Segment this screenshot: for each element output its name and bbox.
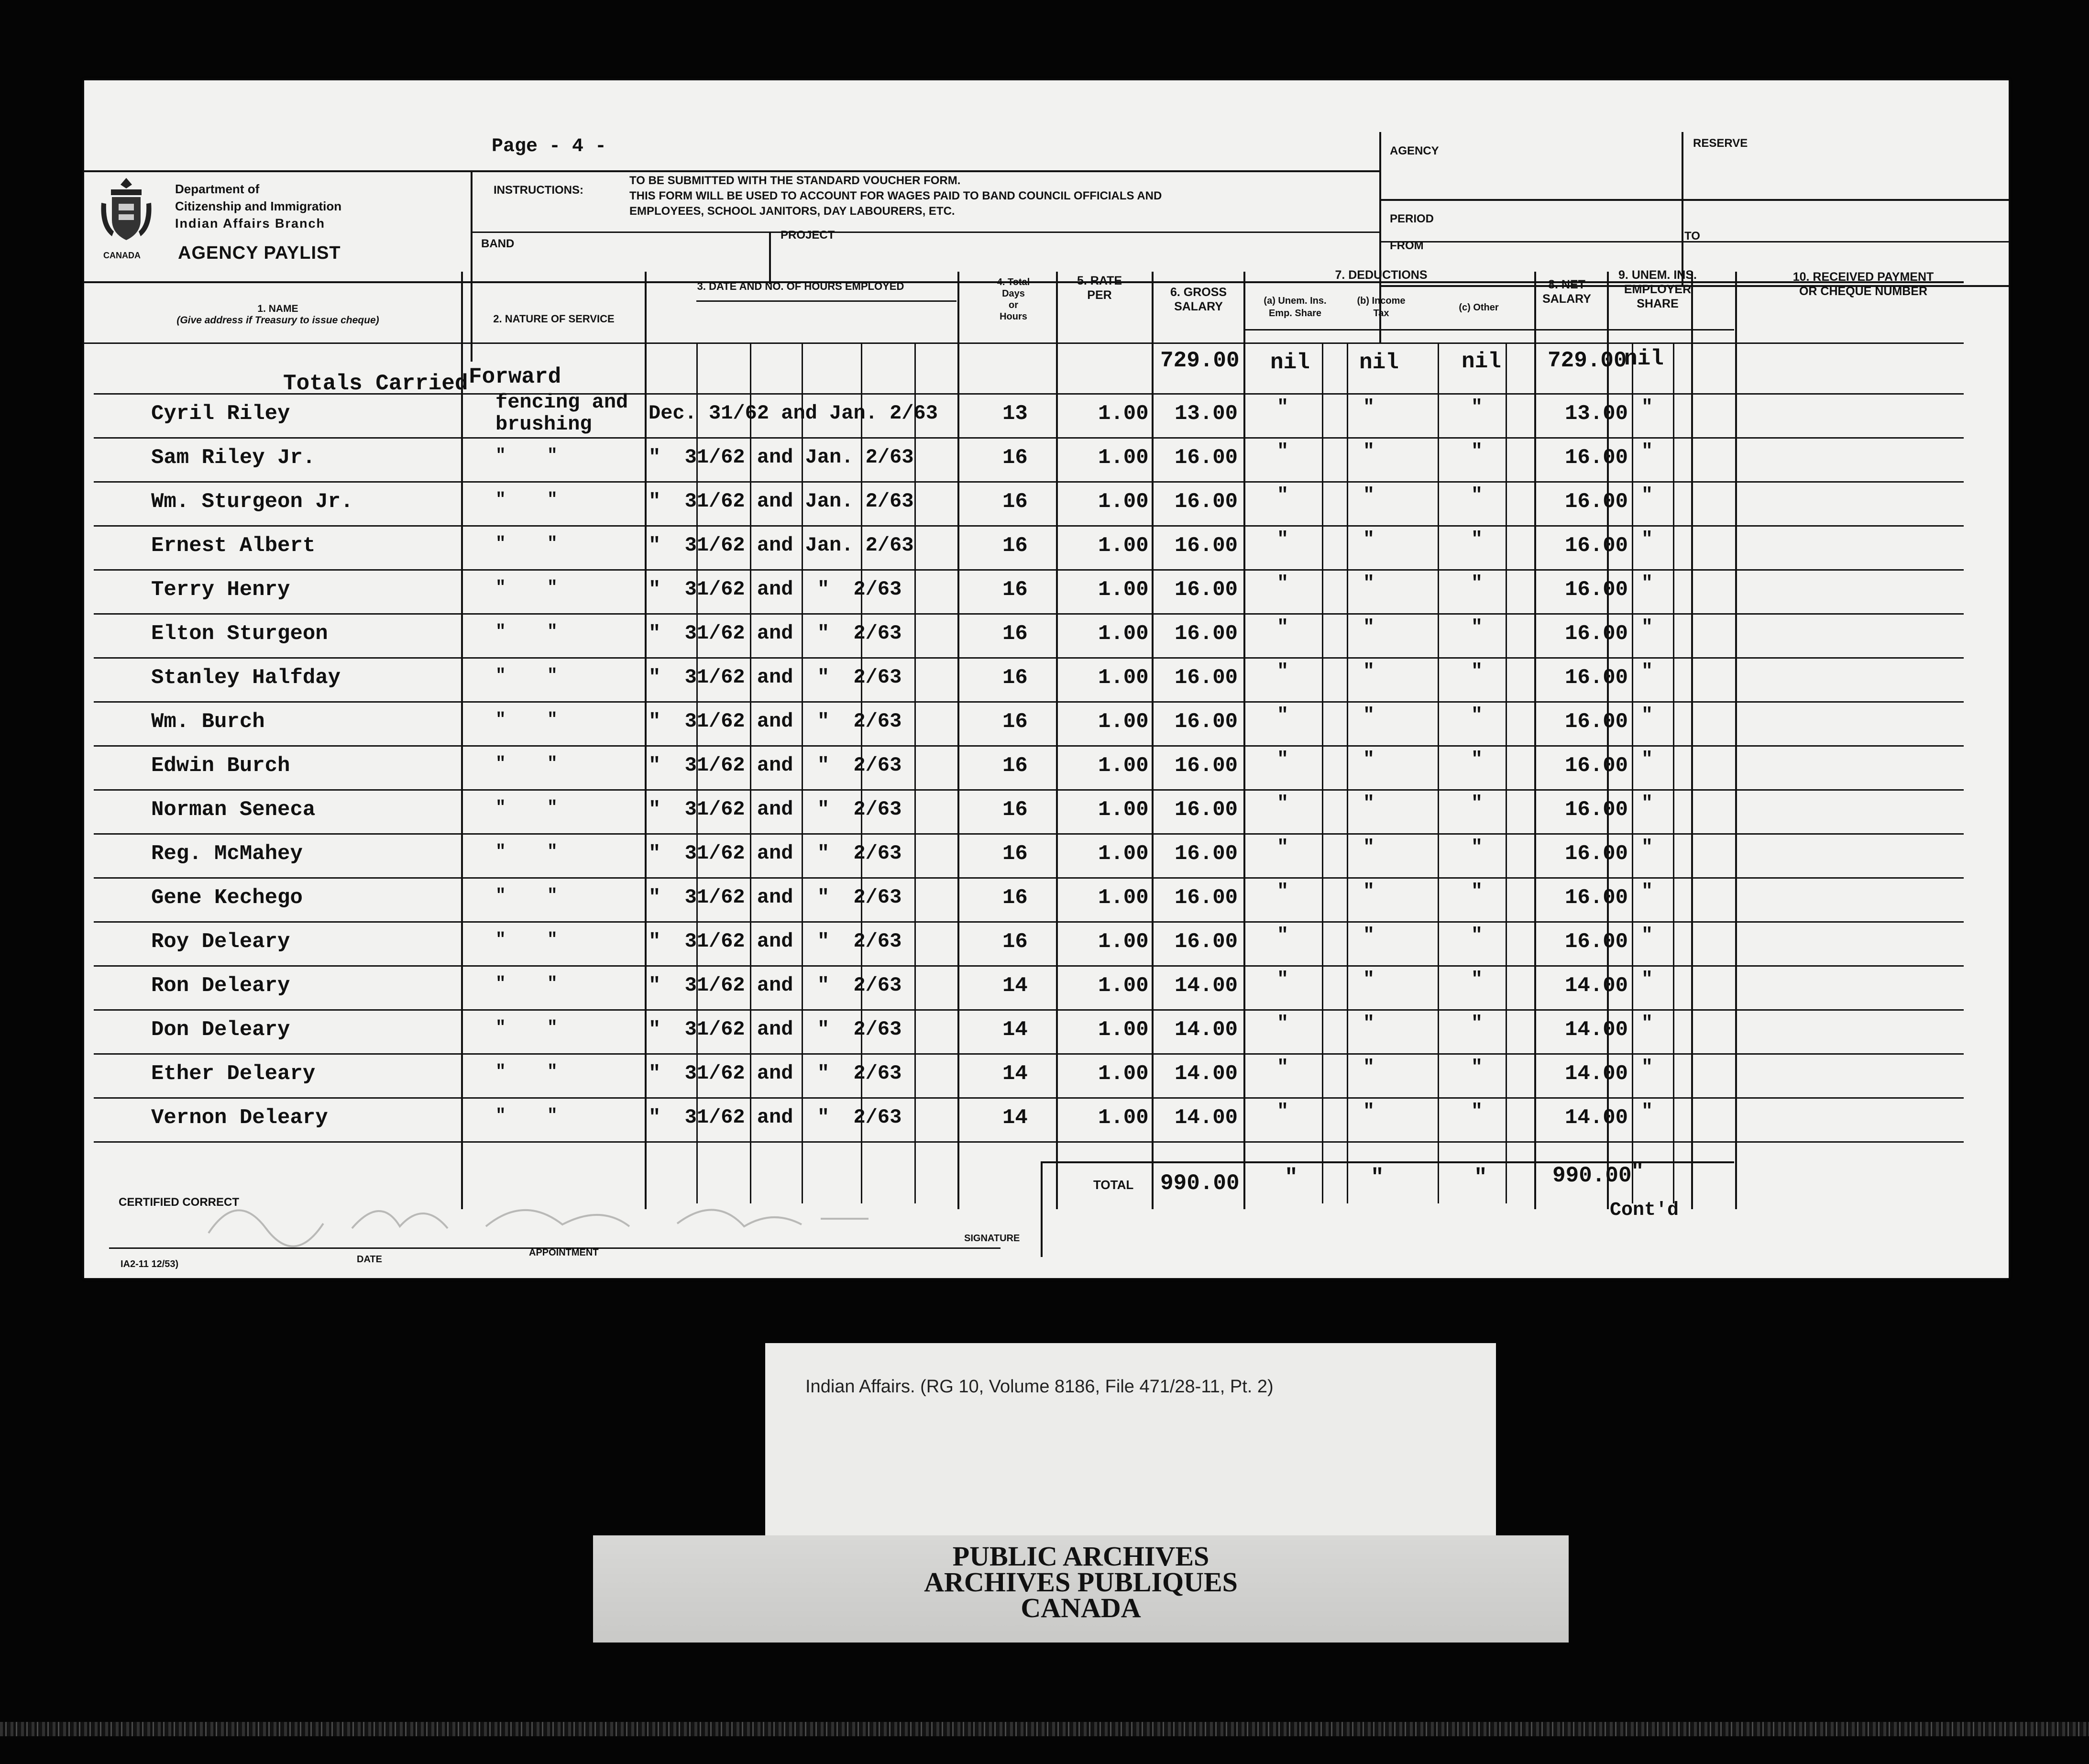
- department-line-2: Citizenship and Immigration: [175, 199, 342, 213]
- col-date-header: 3. DATE AND NO. OF HOURS EMPLOYED: [697, 280, 904, 292]
- row-service: " ": [495, 754, 558, 773]
- row-rate: 1.00: [1098, 490, 1149, 514]
- row-ui: ": [1277, 573, 1289, 595]
- certified-correct-label: CERTIFIED CORRECT: [119, 1196, 239, 1209]
- row-ui: ": [1277, 1057, 1289, 1079]
- row-service: " ": [495, 798, 558, 817]
- row-other: ": [1471, 881, 1483, 903]
- row-rate: 1.00: [1098, 930, 1149, 954]
- total-tax: ": [1371, 1165, 1384, 1190]
- row-service: " ": [495, 842, 558, 861]
- branch-name: Indian Affairs Branch: [175, 216, 326, 231]
- total-net: 990.00: [1552, 1163, 1632, 1188]
- row-other: ": [1471, 485, 1483, 507]
- row-days: 13: [1002, 402, 1028, 426]
- col-employer-l1: 9. UNEM. INS.: [1618, 268, 1697, 282]
- form-code: IA2-11 12/53): [121, 1259, 179, 1269]
- row-tax: ": [1363, 441, 1375, 463]
- archive-source-card: [765, 1343, 1496, 1550]
- row-name: Norman Seneca: [151, 798, 316, 822]
- col-tax-header: [1343, 295, 1419, 320]
- col-name-header: [94, 303, 462, 326]
- row-name: Don Deleary: [151, 1018, 290, 1042]
- row-gross: 16.00: [1175, 710, 1238, 734]
- row-gross: 16.00: [1175, 930, 1238, 954]
- row-date: " 31/62 and " 2/63: [649, 578, 902, 601]
- row-date: " 31/62 and Jan. 2/63: [649, 534, 914, 557]
- row-employer: ": [1641, 1057, 1653, 1079]
- col-ui-header: [1247, 295, 1343, 320]
- col-rate-header: [1054, 274, 1145, 302]
- row-days: 14: [1002, 974, 1028, 998]
- row-ui: ": [1277, 881, 1289, 903]
- film-edge: [0, 1722, 2089, 1736]
- carried-ui: nil: [1270, 350, 1310, 375]
- row-name: Sam Riley Jr.: [151, 446, 316, 470]
- row-date: " 31/62 and " 2/63: [649, 666, 902, 689]
- row-days: 16: [1002, 842, 1028, 866]
- row-rate: 1.00: [1098, 534, 1149, 558]
- row-tax: ": [1363, 573, 1375, 595]
- row-date: " 31/62 and " 2/63: [649, 842, 902, 865]
- row-rate: 1.00: [1098, 754, 1149, 778]
- row-days: 16: [1002, 798, 1028, 822]
- row-tax: ": [1363, 1057, 1375, 1079]
- row-gross: 14.00: [1175, 974, 1238, 998]
- row-gross: 16.00: [1175, 798, 1238, 822]
- row-other: ": [1471, 441, 1483, 463]
- col-rate-l1: 5. RATE: [1077, 274, 1122, 287]
- row-service: " ": [495, 886, 558, 905]
- row-service: " ": [495, 666, 558, 685]
- row-rate: 1.00: [1098, 974, 1149, 998]
- row-employer: ": [1641, 529, 1653, 551]
- col-net-l2: SALARY: [1542, 292, 1591, 306]
- col-gross-header: [1155, 285, 1242, 314]
- instructions-line-3: EMPLOYEES, SCHOOL JANITORS, DAY LABOURERS, ETC.: [629, 205, 955, 218]
- row-service: " ": [495, 446, 558, 465]
- col-days-l4: Hours: [1000, 311, 1027, 322]
- total-gross: 990.00: [1160, 1171, 1240, 1196]
- row-ui: ": [1277, 1101, 1289, 1123]
- row-ui: ": [1277, 485, 1289, 507]
- row-days: 16: [1002, 622, 1028, 646]
- row-gross: 14.00: [1175, 1106, 1238, 1130]
- row-days: 16: [1002, 710, 1028, 734]
- row-ui: ": [1277, 837, 1289, 859]
- carried-other: nil: [1462, 349, 1501, 374]
- row-name: Wm. Burch: [151, 710, 265, 734]
- row-date: " 31/62 and " 2/63: [649, 974, 902, 997]
- row-net: 16.00: [1565, 490, 1628, 514]
- continued-note: Cont'd: [1610, 1200, 1679, 1221]
- col-gross-l2: SALARY: [1174, 300, 1223, 313]
- row-net: 16.00: [1565, 930, 1628, 954]
- row-net: 16.00: [1565, 622, 1628, 646]
- row-net: 16.00: [1565, 710, 1628, 734]
- row-name: Wm. Sturgeon Jr.: [151, 490, 353, 514]
- row-ui: ": [1277, 397, 1289, 419]
- row-name: Reg. McMahey: [151, 842, 303, 866]
- row-service: " ": [495, 930, 558, 949]
- row-net: 14.00: [1565, 1062, 1628, 1086]
- row-ui: ": [1277, 793, 1289, 815]
- row-date: " 31/62 and " 2/63: [649, 710, 902, 733]
- row-days: 16: [1002, 534, 1028, 558]
- row-employer: ": [1641, 881, 1653, 903]
- public-archives-stamp: [593, 1535, 1569, 1643]
- row-ui: ": [1277, 1013, 1289, 1035]
- row-name: Vernon Deleary: [151, 1106, 328, 1130]
- row-tax: ": [1363, 705, 1375, 727]
- row-name: Gene Kechego: [151, 886, 303, 910]
- row-employer: ": [1641, 485, 1653, 507]
- row-service: " ": [495, 1018, 558, 1037]
- row-employer: ": [1641, 661, 1653, 683]
- col-ui-l1: (a) Unem. Ins.: [1264, 296, 1327, 306]
- row-gross: 13.00: [1175, 402, 1238, 426]
- row-net: 14.00: [1565, 1106, 1628, 1130]
- row-ui: ": [1277, 749, 1289, 771]
- row-rate: 1.00: [1098, 666, 1149, 690]
- row-ui: ": [1277, 925, 1289, 947]
- row-days: 16: [1002, 446, 1028, 470]
- pencil-signature: [199, 1180, 1060, 1247]
- col-days-l2: Days: [1002, 288, 1025, 299]
- row-rate: 1.00: [1098, 1018, 1149, 1042]
- from-label: FROM: [1390, 239, 1424, 252]
- row-tax: ": [1363, 617, 1375, 639]
- row-service: " ": [495, 1106, 558, 1125]
- col-employer-l3: SHARE: [1637, 297, 1679, 310]
- appointment-label: APPOINTMENT: [529, 1247, 599, 1258]
- row-employer: ": [1641, 573, 1653, 595]
- row-tax: ": [1363, 397, 1375, 419]
- col-days-l3: or: [1009, 300, 1018, 310]
- row-employer: ": [1641, 793, 1653, 815]
- row-net: 16.00: [1565, 446, 1628, 470]
- page-number: Page - 4 -: [492, 136, 607, 157]
- row-employer: ": [1641, 705, 1653, 727]
- agency-label: AGENCY: [1390, 144, 1439, 157]
- project-label: PROJECT: [781, 229, 835, 242]
- row-rate: 1.00: [1098, 1106, 1149, 1130]
- carried-gross: 729.00: [1160, 348, 1240, 373]
- col-rate-l2: PER: [1087, 288, 1112, 302]
- row-net: 13.00: [1565, 402, 1628, 426]
- row-other: ": [1471, 573, 1483, 595]
- archive-source-reference: Indian Affairs. (RG 10, Volume 8186, File 471/28-11, Pt. 2): [805, 1377, 1274, 1397]
- row-date: " 31/62 and Jan. 2/63: [649, 490, 914, 513]
- stamp-line-1: PUBLIC ARCHIVES: [952, 1541, 1209, 1572]
- carried-employer: nil: [1624, 346, 1664, 371]
- row-gross: 16.00: [1175, 622, 1238, 646]
- row-gross: 16.00: [1175, 578, 1238, 602]
- row-tax: ": [1363, 925, 1375, 947]
- row-rate: 1.00: [1098, 886, 1149, 910]
- to-label: TO: [1684, 230, 1700, 243]
- carried-net: 729.00: [1548, 348, 1627, 373]
- row-date: " 31/62 and " 2/63: [649, 1106, 902, 1129]
- instructions-label: INSTRUCTIONS:: [494, 184, 583, 197]
- country-label: CANADA: [103, 251, 141, 260]
- row-rate: 1.00: [1098, 798, 1149, 822]
- row-other: ": [1471, 1013, 1483, 1035]
- row-date: " 31/62 and Jan. 2/63: [649, 446, 914, 469]
- row-name: Ernest Albert: [151, 534, 316, 558]
- row-ui: ": [1277, 705, 1289, 727]
- col-deductions-header: 7. DEDUCTIONS: [1335, 268, 1428, 282]
- department-line-1: Department of: [175, 182, 260, 196]
- row-rate: 1.00: [1098, 842, 1149, 866]
- total-employer: ": [1631, 1159, 1644, 1184]
- col-other-header: (c) Other: [1459, 302, 1499, 313]
- row-rate: 1.00: [1098, 1062, 1149, 1086]
- row-employer: ": [1641, 397, 1653, 419]
- row-tax: ": [1363, 1101, 1375, 1123]
- col-net-header: [1519, 277, 1615, 306]
- row-date: " 31/62 and " 2/63: [649, 1062, 902, 1085]
- row-employer: ": [1641, 1013, 1653, 1035]
- row-name: Cyril Riley: [151, 402, 290, 426]
- reserve-label: RESERVE: [1693, 137, 1748, 150]
- row-date: Dec. 31/62 and Jan. 2/63: [649, 402, 938, 425]
- row-days: 14: [1002, 1062, 1028, 1086]
- row-date: " 31/62 and " 2/63: [649, 930, 902, 953]
- date-label: DATE: [357, 1254, 382, 1265]
- row-gross: 16.00: [1175, 534, 1238, 558]
- row-rate: 1.00: [1098, 622, 1149, 646]
- row-employer: ": [1641, 1101, 1653, 1123]
- row-ui: ": [1277, 441, 1289, 463]
- row-net: 16.00: [1565, 842, 1628, 866]
- row-tax: ": [1363, 837, 1375, 859]
- row-gross: 16.00: [1175, 446, 1238, 470]
- row-rate: 1.00: [1098, 710, 1149, 734]
- col-tax-l2: Tax: [1373, 308, 1389, 319]
- row-days: 16: [1002, 886, 1028, 910]
- row-employer: ": [1641, 969, 1653, 991]
- row-tax: ": [1363, 793, 1375, 815]
- col-net-l1: 8. NET: [1548, 278, 1585, 291]
- carried-tax: nil: [1359, 350, 1399, 375]
- row-net: 16.00: [1565, 798, 1628, 822]
- row-net: 14.00: [1565, 974, 1628, 998]
- form-title: AGENCY PAYLIST: [178, 243, 341, 263]
- row-service: " ": [495, 490, 558, 509]
- col-employer-header: [1605, 268, 1710, 311]
- row-employer: ": [1641, 925, 1653, 947]
- row-service: " ": [495, 710, 558, 729]
- row-name: Stanley Halfday: [151, 666, 341, 690]
- row-employer: ": [1641, 441, 1653, 463]
- row-service: " ": [495, 1062, 558, 1081]
- row-days: 16: [1002, 666, 1028, 690]
- row-service: " ": [495, 974, 558, 993]
- row-other: ": [1471, 705, 1483, 727]
- row-gross: 16.00: [1175, 666, 1238, 690]
- col-received-header: [1729, 270, 1997, 298]
- row-employer: ": [1641, 617, 1653, 639]
- row-other: ": [1471, 1101, 1483, 1123]
- total-other: ": [1474, 1165, 1487, 1190]
- row-tax: ": [1363, 881, 1375, 903]
- row-name: Ether Deleary: [151, 1062, 316, 1086]
- row-ui: ": [1277, 661, 1289, 683]
- row-date: " 31/62 and " 2/63: [649, 622, 902, 645]
- col-received-l1: 10. RECEIVED PAYMENT: [1792, 270, 1934, 284]
- row-other: ": [1471, 837, 1483, 859]
- row-tax: ": [1363, 1013, 1375, 1035]
- row-days: 16: [1002, 578, 1028, 602]
- row-other: ": [1471, 749, 1483, 771]
- row-tax: ": [1363, 661, 1375, 683]
- row-service: " ": [495, 534, 558, 553]
- row-net: 16.00: [1565, 754, 1628, 778]
- row-net: 16.00: [1565, 578, 1628, 602]
- row-date: " 31/62 and " 2/63: [649, 1018, 902, 1041]
- carried-label-forward: Forward: [469, 364, 561, 389]
- period-label: PERIOD: [1390, 212, 1434, 225]
- col-days-header: [978, 276, 1049, 322]
- row-days: 14: [1002, 1018, 1028, 1042]
- row-rate: 1.00: [1098, 446, 1149, 470]
- row-ui: ": [1277, 529, 1289, 551]
- row-name: Terry Henry: [151, 578, 290, 602]
- total-ui: ": [1285, 1165, 1298, 1190]
- row-other: ": [1471, 661, 1483, 683]
- coat-of-arms-icon: [98, 174, 155, 246]
- row-date: " 31/62 and " 2/63: [649, 886, 902, 909]
- row-net: 16.00: [1565, 666, 1628, 690]
- row-employer: ": [1641, 749, 1653, 771]
- row-service: " ": [495, 622, 558, 641]
- stamp-line-2: ARCHIVES PUBLIQUES: [924, 1566, 1238, 1598]
- instructions-line-2: THIS FORM WILL BE USED TO ACCOUNT FOR WAGES PAID TO BAND COUNCIL OFFICIALS AND: [629, 189, 1162, 202]
- row-service: " ": [495, 578, 558, 597]
- row-other: ": [1471, 969, 1483, 991]
- row-name: Roy Deleary: [151, 930, 290, 954]
- row-other: ": [1471, 617, 1483, 639]
- row-rate: 1.00: [1098, 402, 1149, 426]
- row-ui: ": [1277, 969, 1289, 991]
- row-other: ": [1471, 529, 1483, 551]
- row-other: ": [1471, 925, 1483, 947]
- row-other: ": [1471, 793, 1483, 815]
- col-received-l2: OR CHEQUE NUMBER: [1799, 285, 1928, 298]
- col-tax-l1: (b) Income: [1357, 296, 1406, 306]
- stamp-line-3: CANADA: [1021, 1592, 1141, 1623]
- row-name: Ron Deleary: [151, 974, 290, 998]
- col-service-header: 2. NATURE OF SERVICE: [493, 313, 615, 325]
- row-name: Edwin Burch: [151, 754, 290, 778]
- row-other: ": [1471, 1057, 1483, 1079]
- col-employer-l2: EMPLOYER: [1624, 283, 1692, 296]
- row-net: 14.00: [1565, 1018, 1628, 1042]
- signature-label: SIGNATURE: [964, 1233, 1020, 1244]
- col-name-title: 1. NAME: [257, 303, 298, 314]
- row-tax: ": [1363, 749, 1375, 771]
- row-date: " 31/62 and " 2/63: [649, 754, 902, 777]
- col-gross-l1: 6. GROSS: [1170, 286, 1227, 299]
- row-net: 16.00: [1565, 886, 1628, 910]
- row-gross: 16.00: [1175, 490, 1238, 514]
- row-gross: 14.00: [1175, 1062, 1238, 1086]
- row-days: 14: [1002, 1106, 1028, 1130]
- band-label: BAND: [481, 237, 515, 250]
- row-days: 16: [1002, 490, 1028, 514]
- row-tax: ": [1363, 485, 1375, 507]
- instructions-line-1: TO BE SUBMITTED WITH THE STANDARD VOUCHER FORM.: [629, 174, 961, 187]
- paylist-form: [84, 80, 2009, 1278]
- row-gross: 16.00: [1175, 842, 1238, 866]
- row-name: Elton Sturgeon: [151, 622, 328, 646]
- row-date: " 31/62 and " 2/63: [649, 798, 902, 821]
- row-rate: 1.00: [1098, 578, 1149, 602]
- col-name-note: (Give address if Treasury to issue cheque): [176, 315, 379, 326]
- row-net: 16.00: [1565, 534, 1628, 558]
- col-ui-l2: Emp. Share: [1268, 308, 1322, 319]
- row-other: ": [1471, 397, 1483, 419]
- col-days-l1: 4. Total: [997, 277, 1030, 287]
- row-days: 16: [1002, 754, 1028, 778]
- row-gross: 14.00: [1175, 1018, 1238, 1042]
- carried-label: Totals Carried: [283, 371, 468, 396]
- row-gross: 16.00: [1175, 754, 1238, 778]
- row-tax: ": [1363, 969, 1375, 991]
- row-service: fencing and brushing: [495, 391, 628, 436]
- row-employer: ": [1641, 837, 1653, 859]
- row-ui: ": [1277, 617, 1289, 639]
- row-gross: 16.00: [1175, 886, 1238, 910]
- total-label: TOTAL: [1093, 1178, 1134, 1192]
- row-tax: ": [1363, 529, 1375, 551]
- row-days: 16: [1002, 930, 1028, 954]
